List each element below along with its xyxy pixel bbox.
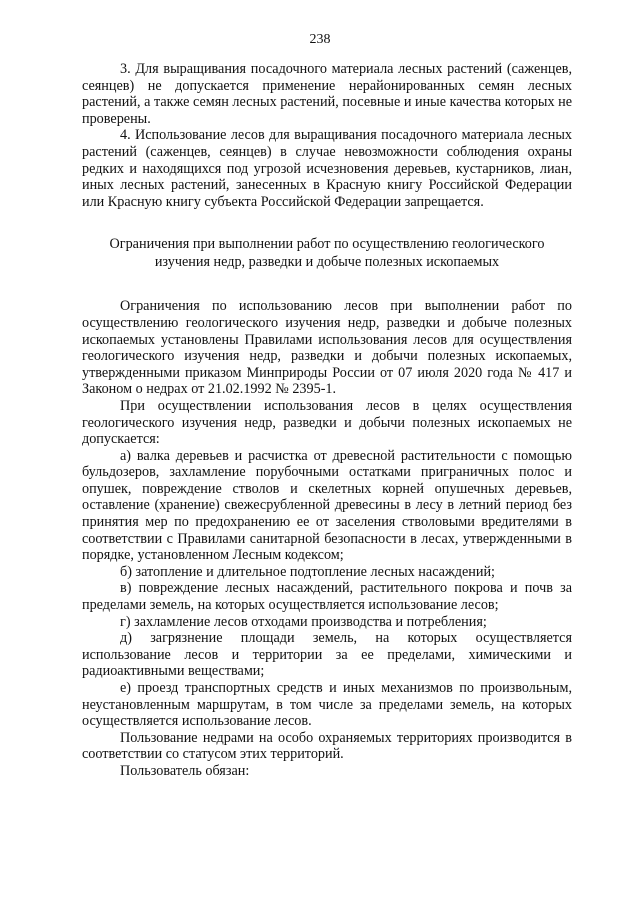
section-heading-line-1: Ограничения при выполнении работ по осуществлению геологического	[109, 236, 545, 253]
paragraph-restrictions-intro: Ограничения по использованию лесов при выполнении работ по осуществлению геологического изучения недр, разведки и добыче полезных ископаемых установлены Правилами использования лесов для осуществления геологического изучения недр, разведки и добычи полезных ископаемых, утвержденными приказом Минприроды России от 07 июля 2020 года № 417 и Законом о недрах от 21.02.1992 № 2395-1.	[82, 298, 572, 398]
page-number: 238	[309, 32, 331, 47]
paragraph-user-obliged: Пользователь обязан:	[120, 762, 250, 779]
list-item-a: а) валка деревьев и расчистка от древесной растительности с помощью бульдозеров, захламление порубочными остатками приграничных полос и опушек, повреждение стволов и скелетных корней опушечных деревьев, оставление (хранение) свежесрубленной древесины в лесу в летний период без принятия мер по предохранению ее от заселения стволовыми вредителями в соответствии с Правилами санитарной безопасности в лесах, утвержденными в порядке, установленном Лесным кодексом;	[82, 447, 572, 564]
list-item-g: г) захламление лесов отходами производства и потребления;	[120, 613, 487, 630]
list-item-b: б) затопление и длительное подтопление лесных насаждений;	[120, 563, 495, 580]
document-body	[82, 61, 572, 780]
paragraph-item-4: 4. Использование лесов для выращивания посадочного материала лесных растений (саженцев, сеянцев) в случае невозможности соблюдения охраны редких и находящихся под угрозой исчезновения деревьев, кустарников, лиан, иных лесных растений, занесенных в Красную книгу Российской Федерации или Красную книгу субъекта Российской Федерации запрещается.	[82, 127, 572, 210]
list-item-e: е) проезд транспортных средств и иных механизмов по произвольным, неустановленным маршрутам, в том числе за пределами земель, на которых осуществляется использование лесов.	[82, 680, 572, 730]
section-heading-line-2: изучения недр, разведки и добыче полезных ископаемых	[154, 254, 500, 271]
list-item-d: д) загрязнение площади земель, на которых осуществляется использование лесов и территории за ее пределами, химическими и радиоактивными веществами;	[82, 630, 572, 680]
section-heading	[82, 235, 572, 271]
list-item-v: в) повреждение лесных насаждений, растительного покрова и почв за пределами земель, на которых осуществляется использование лесов;	[82, 580, 572, 614]
paragraph-not-allowed: При осуществлении использования лесов в целях осуществления геологического изучения недр, разведки и добычи полезных ископаемых не допускается:	[82, 397, 572, 448]
paragraph-item-3: 3. Для выращивания посадочного материала лесных растений (саженцев, сеянцев) не допускается применение нерайонированных семян лесных растений, а также семян лесных растений, посевные и иные качества которых не проверены.	[82, 61, 572, 127]
paragraph-protected-territories: Пользование недрами на особо охраняемых территориях производится в соответствии со статусом этих территорий.	[82, 729, 572, 763]
